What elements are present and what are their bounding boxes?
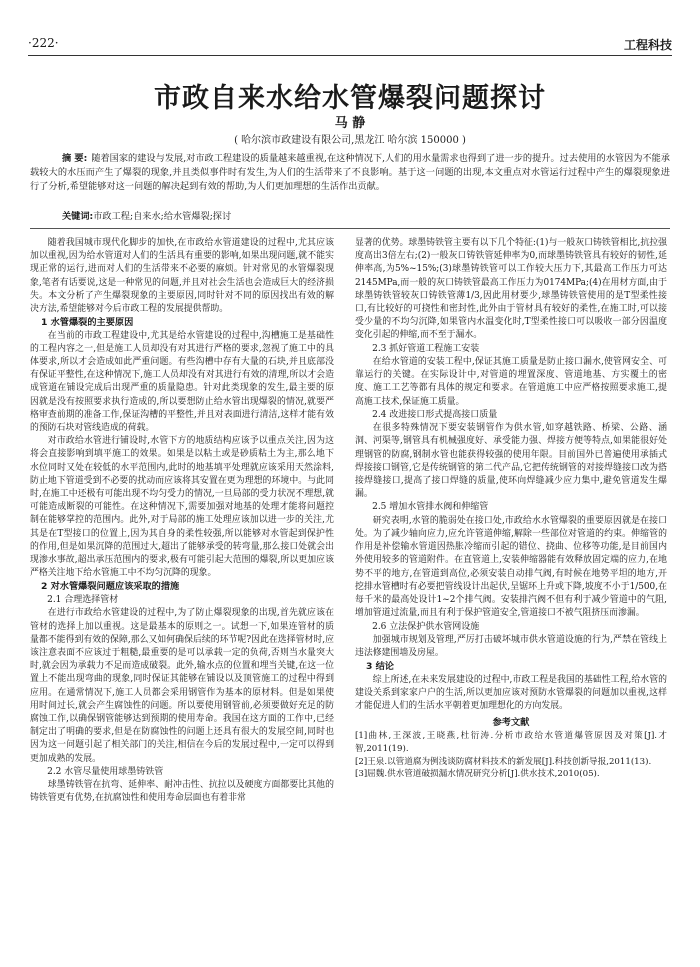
paragraph: 研究表明,水管的脆弱处在接口处,市政给水水管爆裂的重要原因就是在接口处。为了减少轴向应力,应允许管道伸缩,解除一些部位对管道的约束。伸缩管的作用是补偿输水管道因热胀冷缩而引起的错位、挠曲、位移等功能,是目前国内外使用较多的管道附件。在直管道上,安装伸缩器能有效释放固定端的应力,在地势不平的地方,在管道到高位,必须安装自动排气阀,有时候在地势平坦的地方,开挖排水管槽时有必要把管线设计出起伏,呈锯环上升或下降,坡度不小于1/500,在每千米的最高处设计1~2个排气阀。安装排汽阀不但有利于减少管道中的气阻,增加管道过流量,而且有利于保护管道安全,管道接口不被气阻挤压而渗漏。 [355,515,667,619]
paragraph: 球墨铸铁管在抗弯、延伸率、耐冲击性、抗拉以及硬度方面都要比其他的铸铁管更有优势,在抗腐蚀性和使用寿命层面也有着非常 [30,780,334,804]
paragraph: 在进行市政给水管建设的过程中,为了防止爆裂现象的出现,首先就应该在管材的选择上加以重视。这是最基本的原则之一。试想一下,如果连管材的质量都不能得到有效的保障,那么又如何确保后续的环节呢?因此在选择管材时,应该注意表面不应该过于粗糙,最重要的是可以承载一定的负荷,否则当水量突大时,就会因为承载力不足而造成破裂。此外,输水点的位置和埋当关键,在这一位置上不能出现弯曲的现象,同时保证其能够在铺设以及顶管施工的过程中得到应用。在通常情况下,施工人员都会采用钢管作为基本的原材料。但是如果使用时间过长,就会产生腐蚀性的问题。所以要使用钢管前,必须要做好充足的防腐蚀工作,以确保钢管能够达到预期的使用寿命。我国在这方面的工作中,已经制定出了明确的要求,但是在防腐蚀性的问题上还具有很大的发展空间,同时也因为这一问题引起了相关部门的关注,相信在今后的发展过程中,一定可以得到更加成熟的发展。 [30,608,334,764]
author: 马 静 [334,116,366,131]
abstract [30,152,670,194]
section-heading-1: 1 水管爆裂的主要原因 [41,317,134,329]
reference-item: [3]屈魏.供水管道破损漏水情况研究分析[J].供水技术,2010(05). [355,769,600,780]
section-heading-2: 2 对水管爆裂问题应该采取的措施 [41,581,180,593]
keywords [30,208,670,222]
section-heading-3: 3 结论 [366,661,394,673]
abstract-text: 随着国家的建设与发展,对市政工程建设的质量越来越重视,在这种情况下,人们的用水量需求也得到了进一步的提升。过去使用的水管因为不能承载较大的水压而产生了爆裂的现象,并且类似事件时有发生,为人们的生活带来了不良影响。基于这一问题的出现,本文重点对水管运行过程中产生的爆裂现象进行了分析,希望能够对这一问题的解决起到有效的帮助,为人们更加理想的生活作出贡献。 [30,153,670,192]
header-rule [28,55,672,56]
paragraph: 综上所述,在未来发展建设的过程中,市政工程是我国的基础性工程,给水管的建设关系到家家户户的生活,所以更加应该对预防水管爆裂的问题加以重视,这样才能促进人们的生活水平朝着更加理想化的方向发展。 [355,674,667,712]
affiliation: ( 哈尔滨市政建设有限公司,黑龙江 哈尔滨 150000 ) [234,135,466,146]
journal-section: 工程科技 [623,38,672,52]
left-column [30,237,334,952]
subsection-heading-2-6: 2.6 立法保护供水管网设施 [372,621,480,632]
paragraph: 在当前的市政工程建设中,尤其是给水管建设的过程中,沟槽施工是基础性的工程内容之一,但是施工人员却没有对其进行严格的要求,忽视了施工中的具体要求,所以才会造成如此严重问题。有些沟槽中存有大量的石块,并且底部没有保证平整性,在这种情况下,施工人员却没有对其进行有效的清理,所以才会造成管道在铺设完成后出现严重的质量隐患。针对此类现象的发生,最主要的原因就是没有按照要求执行造成的,所以要想防止给水管出现爆裂的情况,就要严格审查前期的准备工作,保证沟槽的平整性,并且对表面进行清洁,这样才能有效的预防石块对管线造成的荷载。 [30,330,334,434]
article-title: 市政自来水给水管爆裂问题探讨 [154,83,546,114]
page-number: ·222· [28,36,59,50]
subsection-heading-2-2: 2.2 水管尽量使用球墨铸铁管 [47,766,164,777]
paragraph: 在很多特殊情况下要安装钢管作为供水管,如穿越铁路、桥梁、公路、涵洞、河渠等,钢管具有机械强度好、承受能力强、焊接方便等特点,如果能很好处理钢管的防腐,钢制水管也能获得较强的使用年限。目前国外已普遍使用承插式焊接接口钢管,它是传统钢管的第二代产品,它把传统钢管的对接焊缝接口改为搭接焊缝接口,提高了接口焊缝的质量,使环向焊缝减少应力集中,避免管道发生爆漏。 [355,423,667,500]
subsection-heading-2-3: 2.3 抓好管道工程施工安装 [372,343,480,354]
paragraph: 加强城市规划及管理,严厉打击破坏城市供水管道设施的行为,严禁在管线上违法修建围墙及房屋。 [355,634,667,659]
abstract-label: 摘 要: [62,153,88,164]
subsection-heading-2-4: 2.4 改进接口形式提高接口质量 [372,409,498,420]
subsection-heading-2-5: 2.5 增加水管排水阀和伸缩管 [372,502,489,513]
paragraph: 显著的优势。球墨铸铁管主要有以下几个特征:(1)与一般灰口铸铁管相比,抗拉强度高出3倍左右;(2)一般灰口铸铁管延伸率为0,而球墨铸铁管具有较好的韧性,延伸率高,为5%~15%;(3)球墨铸铁管可以工作较大压力下,其最高工作压力可达2145MPa,而一般的灰口铸铁管最高工作压力为0174MPa;(4)在用材方面,由于球墨铸铁管较灰口铸铁管薄1/3,因此用材要少,球墨铸铁管使用的是T型柔性接口,有比较好的可挠性和密封性,此外由于管材具有较好的柔性,在施工时,可以接受少量的不均匀沉降,如果管内水温变化时,T型柔性接口可以吸收一部分因温度变化引起的伸缩,而不至于漏水。 [355,238,667,341]
keywords-text: 市政工程;自来水;给水管爆裂;探讨 [93,211,232,222]
paragraph: 对市政给水管进行铺设时,水管下方的地质结构应该予以重点关注,因为这将会直接影响到填平施工的效果。如果是以粘土或是砂质粘土为主,那么地下水位同时又处在较低的水平范围内,此时的地基填平处理就应该采用天然涂料,防止地下管道受到不必要的扰动而应该将其安置在更为理想的环境中。与此同时,在施工中还极有可能出现不均匀受力的情况,一旦局部的受力状况不理想,就可能造成断裂的可能性。在这种情况下,需要加强对地基的处理才能将问题控制在能够掌控的范围内。此外,对于局部的施工处理应该加以进一步的关注,尤其是在T型接口的位置上,因为其自身的柔性较强,所以能够对水管起到保护性的作用,但是如果沉降的范围过大,超出了能够承受的转弯量,那么接口处就会出现渗水事故,超出承压范围内的要求,极有可能引起大范围的爆裂,所以更加应该严格关注地下给水管施工中不均匀沉降的现象。 [30,436,334,579]
references-title: 参考文献 [492,717,530,729]
intro-paragraph: 随着我国城市现代化脚步的加快,在市政给水管道建设的过程中,尤其应该加以重视,因为给水管道对人们的生活具有重要的影响,如果出现问题,就不能实现正常的运行,进而对人们的生活带来不必要的麻烦。针对常见的水管爆裂现象,笔者有话要说,这是一种常见的问题,并且对社会生活也会造成巨大的经济损失。本文分析了产生爆裂现象的主要原因,同时针对不同的原因找出有效的解决方法,希望能够对今后市政工程的发展提供帮助。 [30,238,334,315]
right-column [355,237,667,952]
abstract-divider [30,228,670,229]
keywords-label: 关键词: [62,211,94,222]
reference-item: [2]王泉.以管道腐为例浅谈防腐材料技术的新发展[J].科技创新导报,2011(13). [355,756,652,767]
reference-item: [1]曲林,王深波,王晓燕,杜衍涛.分析市政给水管道爆管原因及对策[J].才智,2011(19). [355,731,667,754]
page-header [28,34,672,56]
subsection-heading-2-1: 2.1 合理选择管材 [47,594,119,605]
paragraph: 在给水管道的安装工程中,保证其施工质量是防止接口漏水,使管网安全、可靠运行的关键。在实际设计中,对管道的埋置深度、管道地基、方实覆土的密度、施工工艺等都有具体的规定和要求。在管道施工中应严格按照要求施工,提高施工技术,保证施工质量。 [355,357,667,407]
